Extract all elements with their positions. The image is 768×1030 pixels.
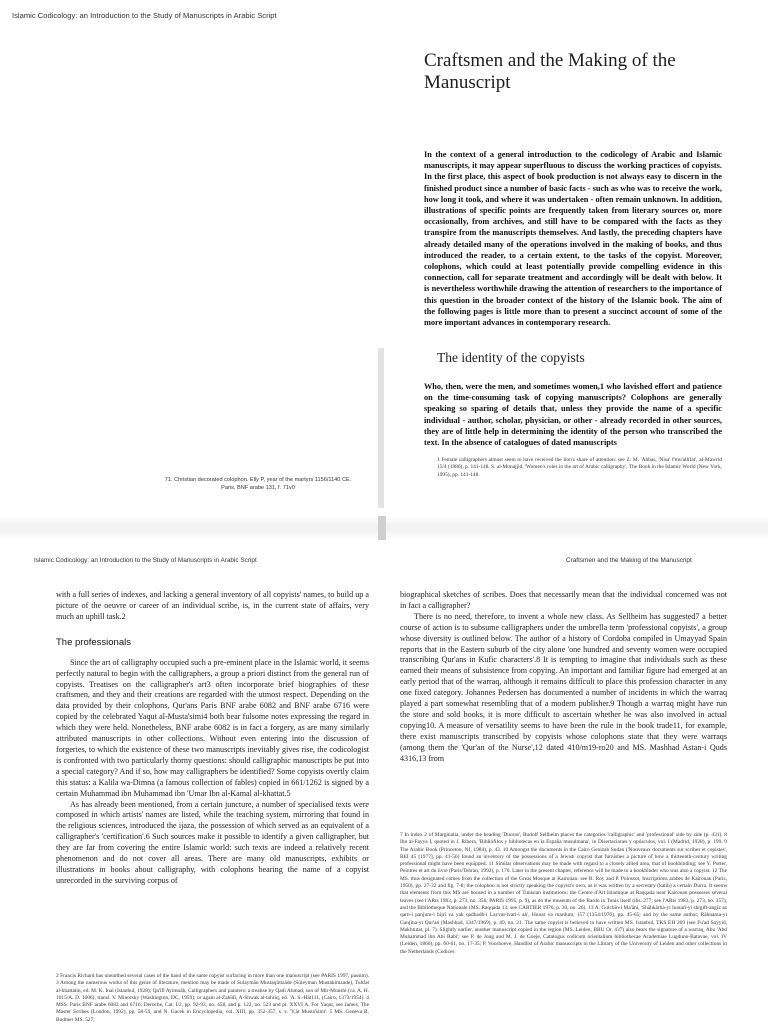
right-footnotes: 7 In index 2 of Marginalia, under the heading 'Duoras', Rudolf Sellheim places the categories 'calligraphic' and 'professional' side by side (p. 431). 8 Ibn al-Fayya I, quoted in J. Ribera, 'Bibliófilos y bibliotecas en la España musulmana', in Disertaciones y opúsculos, vol. I (Madrid, 1928), p. 199. 9 The Arabic Book (Princeton, NJ, 1984), p. 43. 10 Amongst the documents in the Cairo Genizah Sudan ('Nouveaux documents sur scribes et copistes', REI 45 [1977], pp. 41-56) found an inventory of the possessions of a Jewish copyist that furnishes a picture of how a thirteenth-century writing professional might have been equipped. 11 Similar observations may be made with regard to a closely allied area, that of bookbinding; see Y. Porter, Peintres et art du livre (Paris/Tehran, 1992), p. 170. Later in the present chapter, reference will be made to a bookbinder who was also a copyist. 12 The MS. thus designated comes from the collection of the Great Mosque at Kairouan: see R. Roy and P. Poinssot, Inscriptions arabes de Kairouan (Paris, 1950), pp. 27-32 and fig. 7-8; the colophon is not strictly speaking the copyist's own, as it was written by a secretary (katib) a certain Durra. It seems that elements from this MS are housed in a number of Tunisian institutions: the Centre d'Art Islamique at Raqqada near Kairouan possesses several leaves (see l'ARts 1983, p. 273, no. 356; PARIS 1995, p. 9), as do the museum of the Bardo in Tunis itself (ibs. 277; see l'ARts 1983, p. 273, no. 357), and the Bibliotheque Nationale (MS. Raqqada 13; see CARTIER 1976, p. 30, no. 26). 13 A. Gulchīn-i Ma'ānī, 'Shāhkārha-yi hunarī-yi shigift-angīz az qarn-i panjum-i hijrī va yak qadhadh-i Layvat-ivari-i ah', Hunar va mardum, 157 (1354/1976), pp. 45-65; and by the same author, Rāhnama-yi Ganjīna-yi Qur'an (Mashhad, 1347/1969), p. 49, no. 21. The same copyist is believed to have written MS. Istanbul, TKS EH 209 (see Fu'ad Sayyid, Makhtutat, pl. 7). Slightly earlier, another manuscript copied in the region (MS. Leiden, BRU Or. 437) also bears the signature of a warraq, Abu 'Abd Muhammad ibn Abi Rabi'; see P. de Jong and M. J. de Goeje, Catalogus codicum orientalium bibliothecae Academiae Lugduno-Batavae, vol. IV (Leiden, 1866), pp. 60-61, no. 17-35; P. Voorhoeve, Handlist of Arabic manuscripts in the Library of the University of Leiden and other collections in the Netherlands (Codices bbox=[400, 832, 727, 955]
page-fold-shadow bbox=[378, 348, 384, 508]
running-head-right: Craftsmen and the Making of the Manuscript bbox=[566, 557, 692, 564]
left-opening-text: with a full series of indexes, and lacking a general inventory of all copyists' names, to build up a picture of the oeuvre or career of an individual scribe, is, in the current state of affairs, very much an uphill task.2 bbox=[56, 590, 369, 621]
bottom-pages bbox=[0, 540, 768, 1024]
left-footnotes: 2 Francis Richard has unearthed several cases of the hand of the same copyist surfacing in more than one manuscript (see PARIS 1997, passim). 3 Among the numerous works of this genre of literature, mention may be made of Sulaymān Mustaqīmzāde (Süleyman Mustakimzade), Tuhfat al-khattatin, ed. M. K. Inal (Istanbul, 1928); Qa'īfī Ayimnāḥ, Calligraphers and painters: a treatise by Qadi Ahmad, son of Mir-Munshi (ca. A. H. 1015/A. D. 1606), transl. V. Minorsky (Washington, DC, 1959); or again al-Zabīdī, A-Shwak al-tahrīq, ed. 'A. S.-Hāt111, (Cairo, 1373/1954). 4 MSS. Paris BNF arabe 6082 and 6716; Deroche, Cat. I/2, pp. 92-93, no. 458, and p. 122, no. 523 and pl. XXVI A. For Yaqut, see James, The Master Scribes (London, 1992), pp. 58-59, and N. Gacek in Encyclopedia, vol. XIII, pp. 352-357, s. v. 'Y,āt Musta'simi'. 5 MS. Geneva B. Bodmer MS. 527; bbox=[56, 967, 369, 1030]
section-heading-professionals: The professionals bbox=[56, 636, 131, 648]
left-paragraph-1: Since the art of calligraphy occupied such a pre-eminent place in the Islamic world, it seems perfectly natural to begin with the calligraphers, a group a priori distinct from the general run of copyists. Treatises on the calligrapher's art3 often incorporate brief biographies of these craftsmen, and they and their creations are regarded with the utmost respect. Depending on the data provided by their colophons, Qur'ans Paris BNF arabe 6082 and BNF arabe 6716 were copied by the celebrated Yaqut al-Musta'simi4 both bear fulsome notes expressing the regard in which they were held. Nonetheless, BNF arabe 6082 is in fact a forgery, as are many similarly attributed manuscripts in other collections. Without even entering into the discussion of forgeries, to which the existence of these two manuscripts inevitably gives rise, the codicologist is confronted with two particularly thorny questions: should calligraphic manuscripts be put into a special category? And if so, how may calligraphers be identified? Some copyists overtly claim this status: a Kalila wa-Dimna (a famous collection of fables) copied in 661/1262 is signed by a certain Muhammad ibn Muhammad ibn 'Umar Ibn al-Kamal al-khattat.5 bbox=[56, 657, 369, 798]
running-head-left: Islamic Codicology: an Introduction to the Study of Manuscripts in Arabic Script bbox=[34, 557, 257, 564]
identity-paragraph: Who, then, were the men, and sometimes women,1 who lavished effort and patience on the time-consuming task of copying manuscripts? Colophons are generally speaking so sparing of details that, unless they provide the name of a specific individual - author, scholar, physician, or other - already recorded in other sources, they are of little help in determining the identity of the person who transcribed the text. In the absence of catalogues of dated manuscripts bbox=[424, 382, 722, 448]
chapter-title: Craftsmen and the Making of the Manuscript bbox=[424, 50, 676, 93]
left-page-body bbox=[56, 590, 369, 1020]
right-paragraph-2: There is no need, therefore, to invent a whole new class. As Sellheim has suggested7 a better course of action is to subsume calligraphers under the umbrella term 'professional copyists', a group whose diversity is outlined below. The author of a history of Cordoba compiled in Umayyad Spain reports that in the Eastern suburb of the city alone 'one hundred and seventy women were occupied transcribing Qur'ans in Kufic characters'.8 It is tempting to imagine that individuals such as these earned their means of subsistence from copying. An important and familiar figure had emerged at an early period that of the warraq, although it remains difficult to place this profession character in any one fixed category. Johannes Pedersen has documented a number of incidents in which the warraq played a part somewhat resembling that of a modern publisher.9 Though a warraq might have run the store and sold books, it is more difficult to ascertain whether he was also involved in actual copying10. A measure of versatility seems to have been the rule in the book trade11, for example, there exist manuscripts transcribed by copyists whose colophons state that they were warraqs (among them the 'Qur'an of the Nurse',12 dated 410/m19-ro20 and MS. Mashhad Astan-i Quds 4316,13 from bbox=[400, 611, 727, 763]
caption-line-1: 71. Christian decorated colophon. Elly P, year of the martyrs 1156/1140 CE. bbox=[164, 477, 352, 483]
running-head-top: Islamic Codicology: an Introduction to the Study of Manuscripts in Arabic Script bbox=[12, 11, 277, 20]
intro-paragraph: In the context of a general introduction to the codicology of Arabic and Islamic manuscripts, it may appear superfluous to discuss the working practices of copyists. In the first place, this aspect of book production is not always easy to discern in the finished product since a number of basic facts - such as who was to receive the work, how long it took, and where it was undertaken - often remain unknown. In addition, illustrations of specific points are frequently taken from literary sources or, more occasionally, from archives, and still have to be compared with the facts as they transpire from the manuscripts themselves. And lastly, the preceding chapters have already detailed many of the operations involved in the making of books, and thus introduced the reader, to a certain extent, to the tasks of the copyist. Moreover, colophons, which could at least potentially provide compelling evidence in this connection, call for separate treatment and accordingly will be dealt with below. It is nevertheless worthwhile drawing the attention of researchers to the importance of this question in the broader context of the history of the Islamic book. The aim of the following pages is little more than to present a succinct account of some of the more important advances in contemporary research. bbox=[424, 150, 722, 328]
figure-caption bbox=[138, 476, 378, 492]
left-paragraph-2: As has already been mentioned, from a certain juncture, a number of specialised texts were composed in which artists' names are listed, while the teaching system, mirroring that found in the religious sciences, introduced the ijaza, the possession of which served as an equivalent of a calligrapher's 'certification'.6 Such sources make it possible to identify a given calligrapher, but they are far from covering the entire Islamic world: such texts are indeed a relatively recent phenomenon and do not cover all areas. There are many old manuscripts, exhibits or illustrations in books about calligraphy, with colophons bearing the name of a copyist unrecorded in the surviving corpus of bbox=[56, 799, 369, 885]
right-page-body bbox=[400, 590, 727, 826]
section-heading-identity: The identity of the copyists bbox=[437, 350, 585, 365]
right-opening-text: biographical sketches of scribes. Does that necessarily mean that the individual concerned was not in fact a calligrapher? bbox=[400, 590, 727, 610]
caption-line-2: Paris, BNF arabe 131, f. 71v0 bbox=[221, 485, 295, 491]
footnote-1: 1 Female calligraphers almost seem to have received the lion's share of attention: see Z. M. 'Abbas, 'Nisa' f'mu'allifat', al-Mawrid 15/4 (1986), p. 141-148. S. al-Munajjid, 'Women's roles in the art of Arabic calligraphy', The Book in the Islamic World (New York, 1995), pp. 141-148. bbox=[437, 457, 722, 478]
